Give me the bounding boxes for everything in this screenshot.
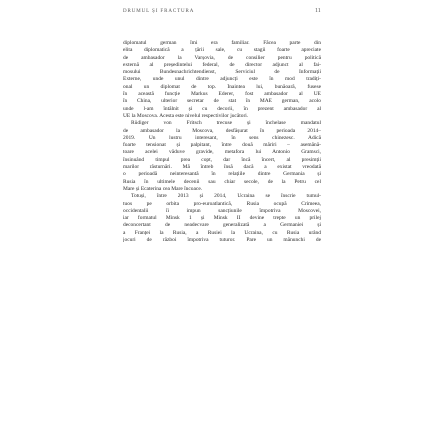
page-number: 11 [315,8,321,14]
text-line: externă al președintelui federal, de director adjunct al fai- [123,61,321,68]
text-line: UE la Moscova. Acesta este nivelul respectivilor jucători. [123,112,249,119]
text-line: în această funcție Markus Ederer, fost ambasador al UE [123,91,321,98]
text-line: elita diplomatică a țării sale, cu stagii foarte apreciate [123,47,321,54]
text-line: onal un diplomat de top. Înaintea lui, bunăoară, fusese [123,83,321,90]
text-line: de ambasador la Varșovia, de consilier pentru politică [123,54,321,61]
text-line: tuos pe orbita pro-euroatlantică, Rusia ocupă Crimeea, [123,200,321,207]
text-line: foarte tensionat și palpitant, între două măriri – asemănă- [123,142,321,149]
text-line: diplomatul german îmi era familiar. Făcea parte din [123,40,321,46]
text-line: Totuși, între 2013 și 2014, Ucraina se înscrie tumul- [131,193,321,200]
text-line: a Franței la Rusia, a Rusiei la Ucraina, cu Rusia urând [123,229,321,236]
text-line: Externe, unde unul dintre adjuncți este în mod tradiți- [123,76,321,83]
text-line: marilor răsturnări. Mă întreb însă dacă a existat vreodată [123,164,321,171]
text-line: toare acelei văduve gravide, metafora lui Antonio Gramsci, [123,149,321,156]
text-line: 2019. Un lustru interesant, în sens chinezesc. Adică [123,134,321,141]
text-line: unde l-am întâlnit și cu decorii, în prezent ambasador al [123,105,321,112]
text-line: iar formatul Minsk 1 și Minsk II devine trepte un prilej [123,215,321,222]
text-line: Rusia în ultimele decenii sau chiar secole, de la Petru cel [123,178,321,185]
text-line: Mare și Ecaterina cea Mare încoace. [123,185,203,192]
body-text [123,40,321,244]
text-line: în China, ulterior secretar de stat în MAE german, acolo [123,98,321,105]
text-line: o perioadă neinteresantă în relațiile dintre Germania și [123,171,321,178]
text-line: jocuri de război împotriva tuturor. Pare un mănunchi de [123,237,321,244]
text-line: Rüdiger von Fritsch trecuse și închelase mandatul [131,120,321,127]
running-title: DRUMUL ȘI FRACTURA [123,9,195,14]
text-line: însinuând timpul prea copt, dar încă încert, al presimții [123,156,321,163]
text-line: de ambasador la Moscova, desfășurat în perioada 2014– [123,127,321,134]
text-line: mosului Bundesnachrichtendienst, Serviciul de Informații [123,69,321,76]
text-line: deconcertant de neadecvare generalizată a Germaniei și [123,222,321,229]
text-line: occidentalii îi impun sancțiunile împotriva Moscovei, [123,207,321,214]
